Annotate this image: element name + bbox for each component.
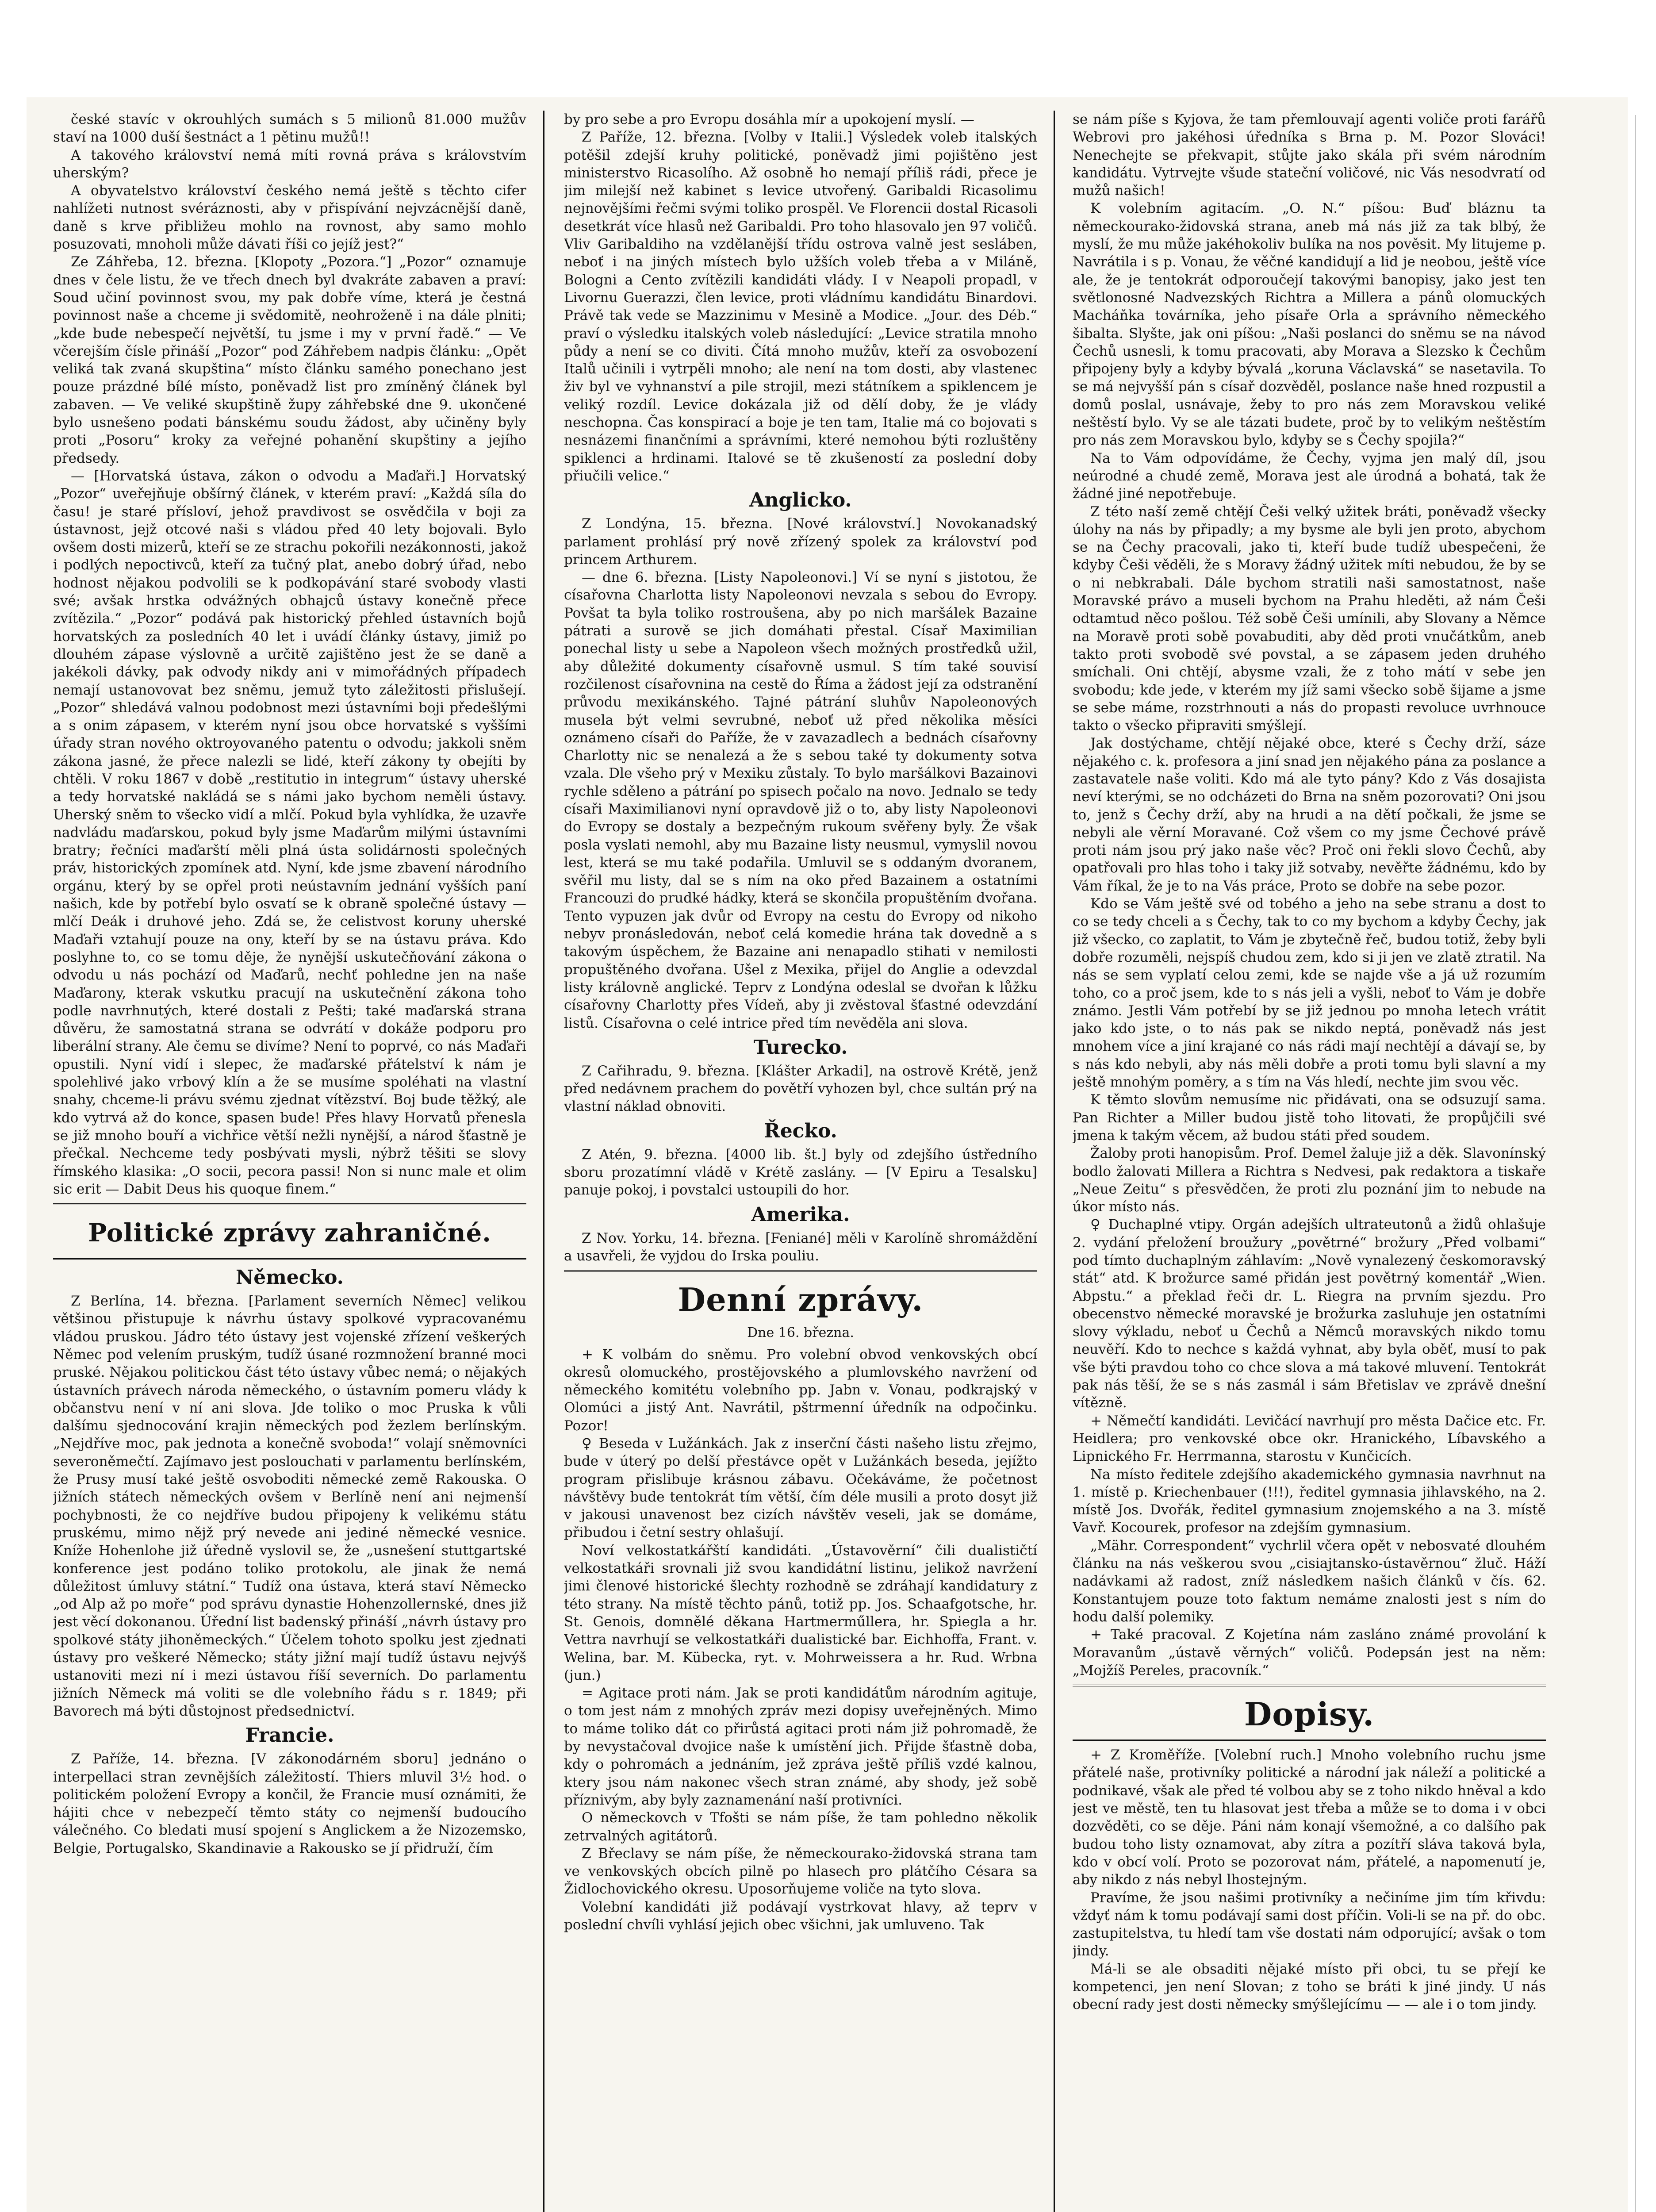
article-italy-elections: Z Paříže, 12. března. [Volby v Italii.] Výsledek voleb italských potěšil zdejší kruhy politické, poněvadž jimi pojištěno jest ministerstvo Ricasolího. Až osobně ho nemají příliš rádi, přece je jim milejší než kabinet s levice utvořený. Garibaldi Ricasolimu nejnovějšími řečmi svými toliko prospěl. Ve Florencii dostal Ricasoli desetkrát více hlasů než Garibaldi. Pro toho hlasovalo jen 97 voličů. Vliv Garibaldiho na vzdělanější třídu ostrova valně jest sesláben, neboť i na jiných místech bylo užších voleb třeba a v Miláně, Bologni a Cento zvítězili kandidáti vlády. I v Neapoli propadl, v Livornu Guerazzi, člen levice, proti vládnímu kandidátu Binardovi. Právě tak vede se Mazzinimu v Mesině a Modice. „Jour. des Déb.“ praví o výsledku italských voleb následující: „Levice stratila mnoho půdy a není se co diviti. Čítá mnoho mužův, kteří za osvobození Italů učinili i vytrpěli mnoho; ale není na tom dosti, aby vlastenec živ byl ve vyhnanství a pile strojil, mezi státníkem a spiklencem je veliký rozdíl. Levice dokázala již od dělí doby, že je vlády neschopna. Čas konspirací a boje je ten tam, Italie má co bojovati s nesnázemi finančními a správními, které nemohou býti rozluštěny spiklenci a hrdinami. Italové se tě zkušeností za poslední doby přiučili velice.“ <box>564 129 1037 484</box>
section-divider <box>1073 1740 1546 1741</box>
news-item: Žaloby proti hanopisům. Prof. Demel žaluje již a děk. Slavonínský bodlo žalovati Millera a Richtra s Nedvesi, pak redaktora a tiskaře „Neue Zeitu“ s přesvědčen, že proti zlu poznání jim to nebude na úkor místo nás. <box>1073 1145 1546 1215</box>
news-item: Jak dostýchame, chtějí nějaké obce, které s Čechy drží, sáze nějakého c. k. profesora a jiní snad jen nějakého pána za poslance a zastavatele naše voliti. Kdo má ale tyto pány? Kdo z Vás dosajista neví kterými, se no odcházeti do Brna na sněm pozorovati? Oni jsou to, jenž s Čechy drží, aby na hrudi a na dětí počkali, že jsme se nebyli ale věrní Moravané. Což všem co my jsme Čechové právě proti nám jsou prý jako naše věc? Proč oni řekli slovo Čechů, aby opatřovali pro hlas toho i taky již sotvaby, nevěřte žádnému, kdo by Vám říkal, že je to na Vás práce, Proto se dobře na sebe pozor. <box>1073 735 1546 894</box>
section-title-daily-news: Denní zprávy. <box>678 1281 924 1319</box>
news-item: + K volbám do sněmu. Pro volební obvod venkovských obcí okresů olomuckého, prostějovského a plumlovského navržení od německého komitétu volebního pp. Jabn v. Vonau, podkrajský v Olomúci a jistý Ant. Navrátil, pštrmenní úředník na odpočinku. Pozor! <box>564 1346 1037 1434</box>
section-divider <box>53 1258 526 1260</box>
news-item: Na to Vám odpovídáme, že Čechy, vyjma jen malý díl, jsou neúrodné a chudé země, Morava jest ale úrodná a bohatá, tak že žádné jiné nepotřebuje. <box>1073 450 1546 502</box>
letter-text: Má-li se ale obsaditi nějaké místo při obci, tu se přejí ke kompetenci, jen není Slovan; z toho se bráti k jiné jindy. U nás obecní rady jest dosti německy smýšlejícímu — — ale i o tom jindy. <box>1073 1961 1546 2013</box>
news-item: Z této naší země chtějí Češi velký užitek bráti, poněvadž všecky úlohy na nás by připadly; a my bysme ale byli jen proto, abychom se na Čechy pracovali, jako ti, kteří bude tudíž ubespečeni, že kdyby Češi věděli, že s Moravy žádný užitek míti nebudou, že by se o ni nebkrabali. Dále bychom stratili naši samostatnost, naše Moravské právo a museli bychom na Prahu hleděti, až nám Češi odtamtud něco pošlou. Též sobě Češi umínili, aby Slovany a Němce na Moravě proti sobě povabuditi, aby děd proti vnučátkům, aneb takto proti svobodě své povstal, a se zápasem jeden druhého smíchali. Oni chtějí, abysme vzali, že z toho mátí v sebe jen svobodu; kde jede, v kterém my jíž sami všecko sobě šijame a jsme se sebe máme, rozstrhnouti a nás do propasti revoluce uvrhnouce takto o všecko připraviti smýšlejí. <box>1073 503 1546 734</box>
column-rule-1 <box>543 111 544 2212</box>
column-rule-2 <box>1054 111 1055 2212</box>
country-heading-turkey: Turecko. <box>753 1036 848 1059</box>
news-item: Noví velkostatkářští kandidáti. „Ústavověrní“ čili dualističtí velkostatkáři srovnali již svou kandidátní listinu, jelikož navržení jimi členové historické šlechty rozhodně se zdráhají kandidatury z této strany. Na místě těchto pánů, totiž pp. Jos. Schaafgotsche, hr. St. Genois, domnělé děkana Hartmerműllera, hr. Spiegla a hr. Vettra navrhují se velkostatkáři dualistické bar. Eichhoffa, Frant. v. Welina, bar. M. Kübecka, ryt. v. Mohrweissera a hr. Rud. Wrbna (jun.) <box>564 1542 1037 1683</box>
news-item: Z Břeclavy se nám píše, že německourako-židovská strana tam ve venkovských obcích pilně po hlasech pro plátčího Césara sa Židlochovického okresu. Uposorňujeme voliče na tyto slova. <box>564 1845 1037 1897</box>
country-heading-greece: Řecko. <box>764 1119 837 1142</box>
section-title-foreign-politics: Politické zprávy zahraničné. <box>88 1218 491 1248</box>
country-heading-france: Francie. <box>245 1724 334 1747</box>
article-text: A obyvatelstvo království českého nemá ještě s těchto cifer nahlížeti nutnost svéráznosti, aby v přispívání nejvzácnější daně, daně s krve přibližeu mohlo na rovnost, aby samo mohlo posuzovati, mnoholi může dávati říši co jejíž jest?“ <box>53 183 526 253</box>
news-item: „Mähr. Correspondent“ vychrlil včera opět v nebosvaté dlouhém článku na nás veškerou svou „cisiajtansko-ústavěrnou“ žluč. Háží nadávkami až radost, zníž následkem našich článků v čís. 62. Konstantujem pouze toto faktum nemáme znalosti jest s ním do hodu další polemiky. <box>1073 1537 1546 1625</box>
news-item: ♀ Duchaplné vtipy. Orgán adejších ultrateutonů a židů ohlašuje 2. vydání přeložení broužury „povětrné“ brožury „Před volbami“ pod tímto duchaplným záhlavím: „Nově vynalezený českomoravský stát“ atd. K brožurce samé přidán jest povětrný komentář „Wien. Abpstu.“ a překlad řeči dr. L. Riegra na prvním sjezdu. Pro obecenstvo německé moravské je brožurka zasluhuje jen ostatními slovy výkladu, neboť u Čechů a Němců moravských nikdo tomu neuvěří. Kdo to nechce s každá vyhnat, aby byla oběť, musí to pak vše býti pravdou toho co chce slova a má takové mluvení. Tentokrát pak nás těší, že se s nás zasmál i sám Břetislav ve zprávě dnešní vítězně. <box>1073 1217 1546 1411</box>
article-horvatska-ustava: — [Horvatská ústava, zákon o odvodu a Maďaři.] Horvatský „Pozor“ uveřejňuje obšírný článek, v kterém praví: „Každá síla do času! je staré přísloví, jehož pravdivost se osvědčila v boji za ústavnost, jejž otcové naši s vládou před 40 lety bojovali. Bylo ovšem dosti mizerů, kteří se ze strachu pokořili nezákonnosti, jakož i podlých nepoctivců, kteří za tučný plat, anebo dobrý úřad, nebo hodnost nějakou podvolili se k podkopávání staré svobody vlasti své; avšak hrstka odvážných obhajců ústavy konečně přece zvítězila.“ „Pozor“ podává pak historický přehled ústavních bojů horvatských za posledních 40 let i uvádí články ústavy, jimiž po dlouhém zápase výslovně a určitě zajištěno jest že se daně a jakékoli dávky, pak odvody nikdy ani v mimořádných případech nemají ustanovovat bez sněmu, jemuž tyto záležitosti přislušejí. „Pozor“ shledává valnou podobnost mezi ústavními boji předešlými a s onim zápasem, v kterém nyní jsou obce horvatské s vyššími úřady stran nového oktroyovaného patentu o odvodu; jakkoli sněm zákona jasné, že přece nalezli se lidé, kteří zákony ty obejíti by chtěli. V roku 1867 v době „restitutio in integrum“ ústavy uherské a tedy horvatské nakládá se s námi jako bychom neměli ústavy. Uherský sněm to všecko vidí a mlčí. Pokud byla vyhlídka, že uzavře nadvládu maďarskou, pokud byly jsme Maďarům milými ústavními bratry; řečníci maďarští měli plná ústa solidárnosti společných práv, historických zpomínek atd. Nyní, kde jsme zbavení národního orgánu, který by se opřel proti neústavním jednání vyšších paní našich, kde by potřebí bylo osvatí se k obraně společné ústavy — mlčí Deák i druhové jeho. Zdá se, že celistvost koruny uherské Maďaři vztahují pouze na ony, kteří by se na ústavu práva. Kdo poslyhne to, co se tomu děje, že nynější uskutečňování zákona o odvodu u nás pochází od Maďarů, nechť pohledne jen na naše Maďarony, kterak vskutku pracují na uskutečnění zákona toho podle navrhnutých, které dostali z Pešti; také maďarská strana důvěru, že samostatná strana se odvrátí v dokáže podporu pro liberální strany. Ale čemu se divíme? Není to poprvé, co nás Maďaři opustili. Nyní vidí i slepec, že maďarské přátelství k nám je spolehlivé jako vrbový klín a že se musíme spoléhati na vlastní snahy, chceme-li právu svému zjednat vítězství. Boj bude těžký, ale kdo vytrvá až do konce, spasen bude! Přes hlavy Horvatů přenesla se již mnoho bouří a vichřice větší nežli nynější, a národ šťastně je přečkal. Nechceme tedy posbývati mysli, nýbrž těšiti se slovy římského klasika: „O socii, pecora passi! Non si nunc male et olim sic erit — Dabit Deus his quoque finem.“ <box>53 468 526 1197</box>
date-line: Dne 16. března. <box>747 1325 854 1341</box>
news-item: K volebním agitacím. „O. N.“ píšou: Buď bláznu ta německourako-židovská strana, aneb má nás již za tak blbý, že myslí, že mu může jakéhokoliv bulíka na nos pověsit. My litujeme p. Navrátila i s p. Vonau, že věčné kandidují a lid je neobou, ještě více ale, že je tentokrát odporoučejí takovými banopisy, jako jest ten světlonosné Nadvezských Richtra a Millera a pánů olomuckých Macháňka továrníka, jeho písaře Orla a správního německého šibalta. Slyšte, jak oni píšou: „Naši poslanci do sněmu se na návod Čechů usnesli, k tomu pracovati, aby Morava a Slezsko k Čechům připojeny byly a kdyby bývalá „koruna Václavská“ se nasetavila. To se má nejvyšší pán s císař dozvěděl, poslance naše hned rozpustil a domů poslal, usnávaje, žeby to pro nás zem Moravskou veliké neštěstí bylo. Vy se ale tázati budete, proč by to velikým neštěstím pro nás zem Moravskou bylo, kdyby se s Čechy spojila?“ <box>1073 200 1546 449</box>
news-item: O německovch v Tfošti se nám píše, že tam pohledno několik zetrvalných agitátorů. <box>564 1810 1037 1844</box>
section-title-letters: Dopisy. <box>1244 1695 1375 1733</box>
news-item: Volební kandidáti již podávají vystrkovat hlavy, až teprv v poslední chvíli vyhlásí jejich obec všichni, jak umluveno. Tak <box>564 1899 1037 1933</box>
letter-text: Pravíme, že jsou našimi protivníky a nečiníme jim tím křivdu: vždyť nám k tomu podávají sami dost příčin. Voli-li se na př. do obc. zastupitelstva, tu hledí tam vše dostati nám odporující; avšak o tom jindy. <box>1073 1889 1546 1959</box>
news-item: se nám píše s Kyjova, že tam přemlouvají agenti voliče proti farářů Webrovi pro jakéhosi úředníka s Brna p. M. Pozor Slováci! Nenechejte se překvapit, stůjte jako skála při svém národním kandidátu. Vytrvejte všude stateční voličové, nic Vás nesodvratí od mužů našich! <box>1073 111 1546 199</box>
section-divider <box>1073 1685 1546 1688</box>
letter-kromeriz: + Z Kroměříže. [Volební ruch.] Mnoho volebního ruchu jsme přátelé naše, protivníky politické a národní jak náleží a politické a podnikavé, však ale před té volbou aby se z toho nikdo hněval a kdo jest ve městě, ten tu hlasovat jest třeba a může se to doma i v obci dozvěděti, co se děje. Páni nám konají všemožné, a co dalšího pak budou toho listy oznamovat, aby zítra a pozítří sláva taková byla, kdo v obcí volí. Proto se pozorovat nám, přátelé, a napomenutí je, aby nikdo z nás nebyl lhostejným. <box>1073 1747 1546 1888</box>
country-heading-america: Amerika. <box>751 1203 850 1226</box>
article-constantinople: Z Cařihradu, 9. března. [Klášter Arkadi], na ostrově Krétě, jenž před nedávnem prachem do povětří vyhozen byl, chce sultán prý na vlastní náklad obnoviti. <box>564 1063 1037 1115</box>
article-london: Z Londýna, 15. března. [Nové království.] Novokanadský parlament prohlásí prý nově zřízený spolek za království pod princem Arthurem. <box>564 516 1037 568</box>
article-text: by pro sebe a pro Evropu dosáhla mír a upokojení myslí. — <box>564 111 974 127</box>
news-item: + Také pracoval. Z Kojetína nám zasláno známé provolání k Moravanům „ústavě věrných“ voličů. Podepsán jest na něm: „Mojžíš Pereles, pracovník.“ <box>1073 1627 1546 1678</box>
news-item: Na místo ředitele zdejšího akademického gymnasia navrhnut na 1. místě p. Kriechenbauer (!!!), ředitel gymnasia jihlavského, na 2. místě Jos. Dvořák, ředitel gymnasium znojemského a na 3. místě Vavř. Kocourek, profesor na zdejším gymnasium. <box>1073 1466 1546 1536</box>
news-item: K těmto slovům nemusíme nic přidávati, ona se odsuzují sama. Pan Richter a Miller budou jistě toho litovati, že propůjčili své jmena k takým věcem, až budou státi před soudem. <box>1073 1092 1546 1144</box>
column-left <box>53 111 526 2212</box>
article-zahreb: Ze Záhřeba, 12. března. [Klopoty „Pozora.“] „Pozor“ oznamuje dnes v čele listu, že ve třech dnech byl dvakráte zabaven a praví: Soud učiní povinnost svou, my pak dobře víme, která je čestná povinnost naše a chceme ji svědomitě, neohroženě i na dále plniti; „kde bude nebespečí největší, tu jsme i my v první řadě.“ — Ve včerejším čísle přináší „Pozor“ pod Záhřebem nadpis článku: „Opět veliká tak zvaná skupština“ místo článku samého ponechano jest pouze prázdné bílé místo, poněvadž list pro zmíněný článek byl zabaven. — Ve veliké skupštině župy záhřebské dne 9. ukončené bylo usnešeno podati bánskému soudu žádost, aby učiněny byly proti „Posoru“ kroky za veřejné pohanění skupštiny a jejího předsedy. <box>53 254 526 466</box>
country-heading-england: Anglicko. <box>749 489 852 512</box>
article-athens: Z Atén, 9. března. [4000 lib. št.] byly od zdejšího ústředního sboru prozatímní vládě v Krétě zaslány. — [V Epiru a Tesalsku] panuje pokoj, i povstalci ustoupili do hor. <box>564 1146 1037 1198</box>
article-paris: Z Paříže, 14. března. [V zákonodárném sboru] jednáno o interpellaci stran zevnějších záležitostí. Thiers mluvil 3½ hod. o politickém položení Evropy a končil, že Francie musí oznámiti, že hájiti chce v nebezpečí těmto státy co nejmenší budoucího válečného. Co bledati musí spojení s Anglickem a že Nizozemsko, Belgie, Portugalsko, Skandinavie a Rakousko se jí přidruží, čím <box>53 1751 526 1856</box>
article-berlin: Z Berlína, 14. března. [Parlament severních Němec] velikou většinou přistupuje k návrhu ústavy spolkové vypracovanému vládou pruskou. Jádro této ústavy jest vojenské zřízení veškerých Němec pod velením pruským, tudíž úsané rozmnožení branné moci pruské. Nějakou politickou část této ústavy vůbec nemá; o nějakých ústavních právech národa německého, o ústavním pomeru vlády k občanstvu není v ní ani slova. Jde toliko o moc Pruska k vůli dalšímu sjednocování krajin německých pod žezlem berlínským. „Nejdříve moc, pak jednota a konečně svoboda!“ volají sněmovníci severoněmečtí. Zajímavo jest poslouchati v parlamentu berlínském, že Prusy musí také ještě osvoboditi německé země Rakouska. O jižních státech německých ovšem v Berlíně není ani nejmenší pochybnosti, že co nejdříve budou připojeny k velikému státu pruskému, mimo nějž prý nevede ani jediné německé vesnice. Kníže Hohenlohe již úředně vyslovil se, že „usnešení stuttgartské konference jest podáno toliko protokolu, ale jinak že nemá důležitost úmluvy státní.“ Tudíž ona ústava, která staví Německo „od Alp až po moře“ pod správu dynastie Hohenzollernské, dnes již jest věcí dokonanou. Úřední list badenský přináší „návrh ústavy pro spolkové státy jihoněmeckých.“ Účelem tohoto spolku jest zjednati ústavy pro veškeré Německo; státy jižní mají tudíž ústavu nejvýš ustanoviti mezi ní i mezi ústavou říší severních. Do parlamentu jižních Německ má voliti se dle volebního řádu s r. 1849; při Bavorech má býti důstojnost předsednictví. <box>53 1293 526 1719</box>
column-right <box>1073 111 1546 2212</box>
news-item: = Agitace proti nám. Jak se proti kandidátům národním agituje, o tom jest nám z mnohých zpráv mezi dopisy uveřejněných. Mimo to máme toliko dát co přirůstá agitaci proti nám již pohromadě, že by nevystačoval dvojice naše k umístění jich. Přijde šťastně doba, kdy o pohromách a jednáním, jež zpráva ještě příliš vzdé kalnou, ktery jsou nám nakonec všech stran známé, aby shody, jež sobě příznivým, aby byly zaznamenání naší protivníci. <box>564 1685 1037 1808</box>
article-napoleon-letters: — dne 6. března. [Listy Napoleonovi.] Ví se nyní s jistotou, že císařovna Charlotta listy Napoleonovi nevzala s sebou do Evropy. Povšat ta byla toliko rostroušena, aby po nich maršálek Bazaine pátrati a surově se jich domáhati přestal. Císař Maximilian ponechal listy u sebe a Napoleon všech možných prostředků užil, aby důležité dokumenty císařovně usmul. S tím také souvisí rozčilenost císařovnina na cestě do Říma a žádost její za odstranění průvodu mexikánského. Tajné pátrání sluhův Napoleonových musela být velmi sevrubné, neboť už před několika měsíci oznámeno císaři do Paříže, že v zavazadlech a bednách císařovny Charlotty nic se nenalezá a že s sebou také ty dokumenty sotva vzala. Dle všeho prý v Mexiku zůstaly. To bylo maršálkovi Bazainovi rychle sděleno a pátrání po spisech počalo na novo. Jednalo se tedy císaři Maximilianovi nyní opravdově již o to, aby listy Napoleonovi do Evropy se dostaly a bezpečným rukoum svěřeny byly. Že však posla vyslati nemohl, aby mu Bazaine listy neusmul, vymyslil novou lest, která se mu také podařila. Umluvil se s oddaným dvoranem, svěřil mu listy, dal se s ním na oko před Bazainem a ostatními Francouzi do prudké hádky, která se skončila propuštěním dvořana. Tento vypuzen jak dvůr od Evropy na cestu do Evropy od nikoho nebyv pronásledován, neboť celá komedie hrána tak dovedně a s takovým úspěchem, že Bazaine ani nenapadlo stihati v nemilosti propuštěného dvořana. Ušel z Mexika, přijel do Anglie a odevzdal listy královně anglické. Teprv z Londýna odeslal se dvořan k lůžku císařovny Charlotty přes Vídeň, aby ji zvěstoval šťastné odevzdání listů. Císařovna o celé intrice před tím nevěděla ani slova. <box>564 569 1037 1031</box>
article-new-york: Z Nov. Yorku, 14. března. [Feniané] měli v Karolíně shromáždění a usavřeli, že vyjdou do Irska pouliu. <box>564 1230 1037 1264</box>
binding-edge <box>1635 115 1643 2212</box>
news-item: + Němečtí kandidáti. Levičácí navrhují pro města Dačice etc. Fr. Heidlera; pro venkovské obce okr. Hranického, Líbavského a Lipnického Fr. Herrmanna, starostu v Kunčicích. <box>1073 1413 1546 1465</box>
news-item: Kdo se Vám ještě své od tobého a jeho na sebe stranu a dost to co se tedy chceli a s Čechy, tak to co my bychom a kdyby Čechy, jak již všecko, co zaplatit, to Vám je zbytečně řeč, budou totiž, žeby byli dobře rozuměli, nejspíš chudou zem, kdo si ji jen ve zlatě ztratil. Na nás se sem vyplatí celou zemi, kde se najde vše a já už rozumím toho, co a proč jsem, kde to s nás jeli a vyšli, neboť to Vám je dobře známo. Jestli Vám potřebí by se již jednou po mnoha letech vrátit jako kdo jste, o to nás pak se nikdo neptá, poněvadž nás jest mnohem více a jiní krajané co nás rádi mají nechtějí a dávají se, by s nás kdo nebyli, aby nás měli dobře a proti tomu byli slavní a my ještě mnohým poměry, a s tím na Vás hledí, nechte jim svou věc. <box>1073 896 1546 1091</box>
country-heading-germany: Německo. <box>236 1266 344 1289</box>
article-text: české stavíc v okrouhlých sumách s 5 milionů 81.000 mužův staví na 1000 duší šestnáct a 1 pětinu mužů!! <box>53 111 526 146</box>
section-divider <box>53 1203 526 1207</box>
news-item: ♀ Beseda v Lužánkách. Jak z inserční části našeho listu zřejmo, bude v úterý po delší přestávce opět v Lužánkách beseda, jejížto program přislibuje krásnou zábavu. Očekáváme, že početnost návštěvy bude tentokrát tím větší, čím déle musili a proto dosyt již v jakousi unavenost bez cizích návštěv veseli, jak se domáme, přibudou i četní sestry ohlašují. <box>564 1436 1037 1541</box>
article-text: A takového království nemá míti rovná práva s královstvím uherským? <box>53 147 526 181</box>
section-divider <box>564 1270 1037 1274</box>
column-middle <box>564 111 1037 2212</box>
